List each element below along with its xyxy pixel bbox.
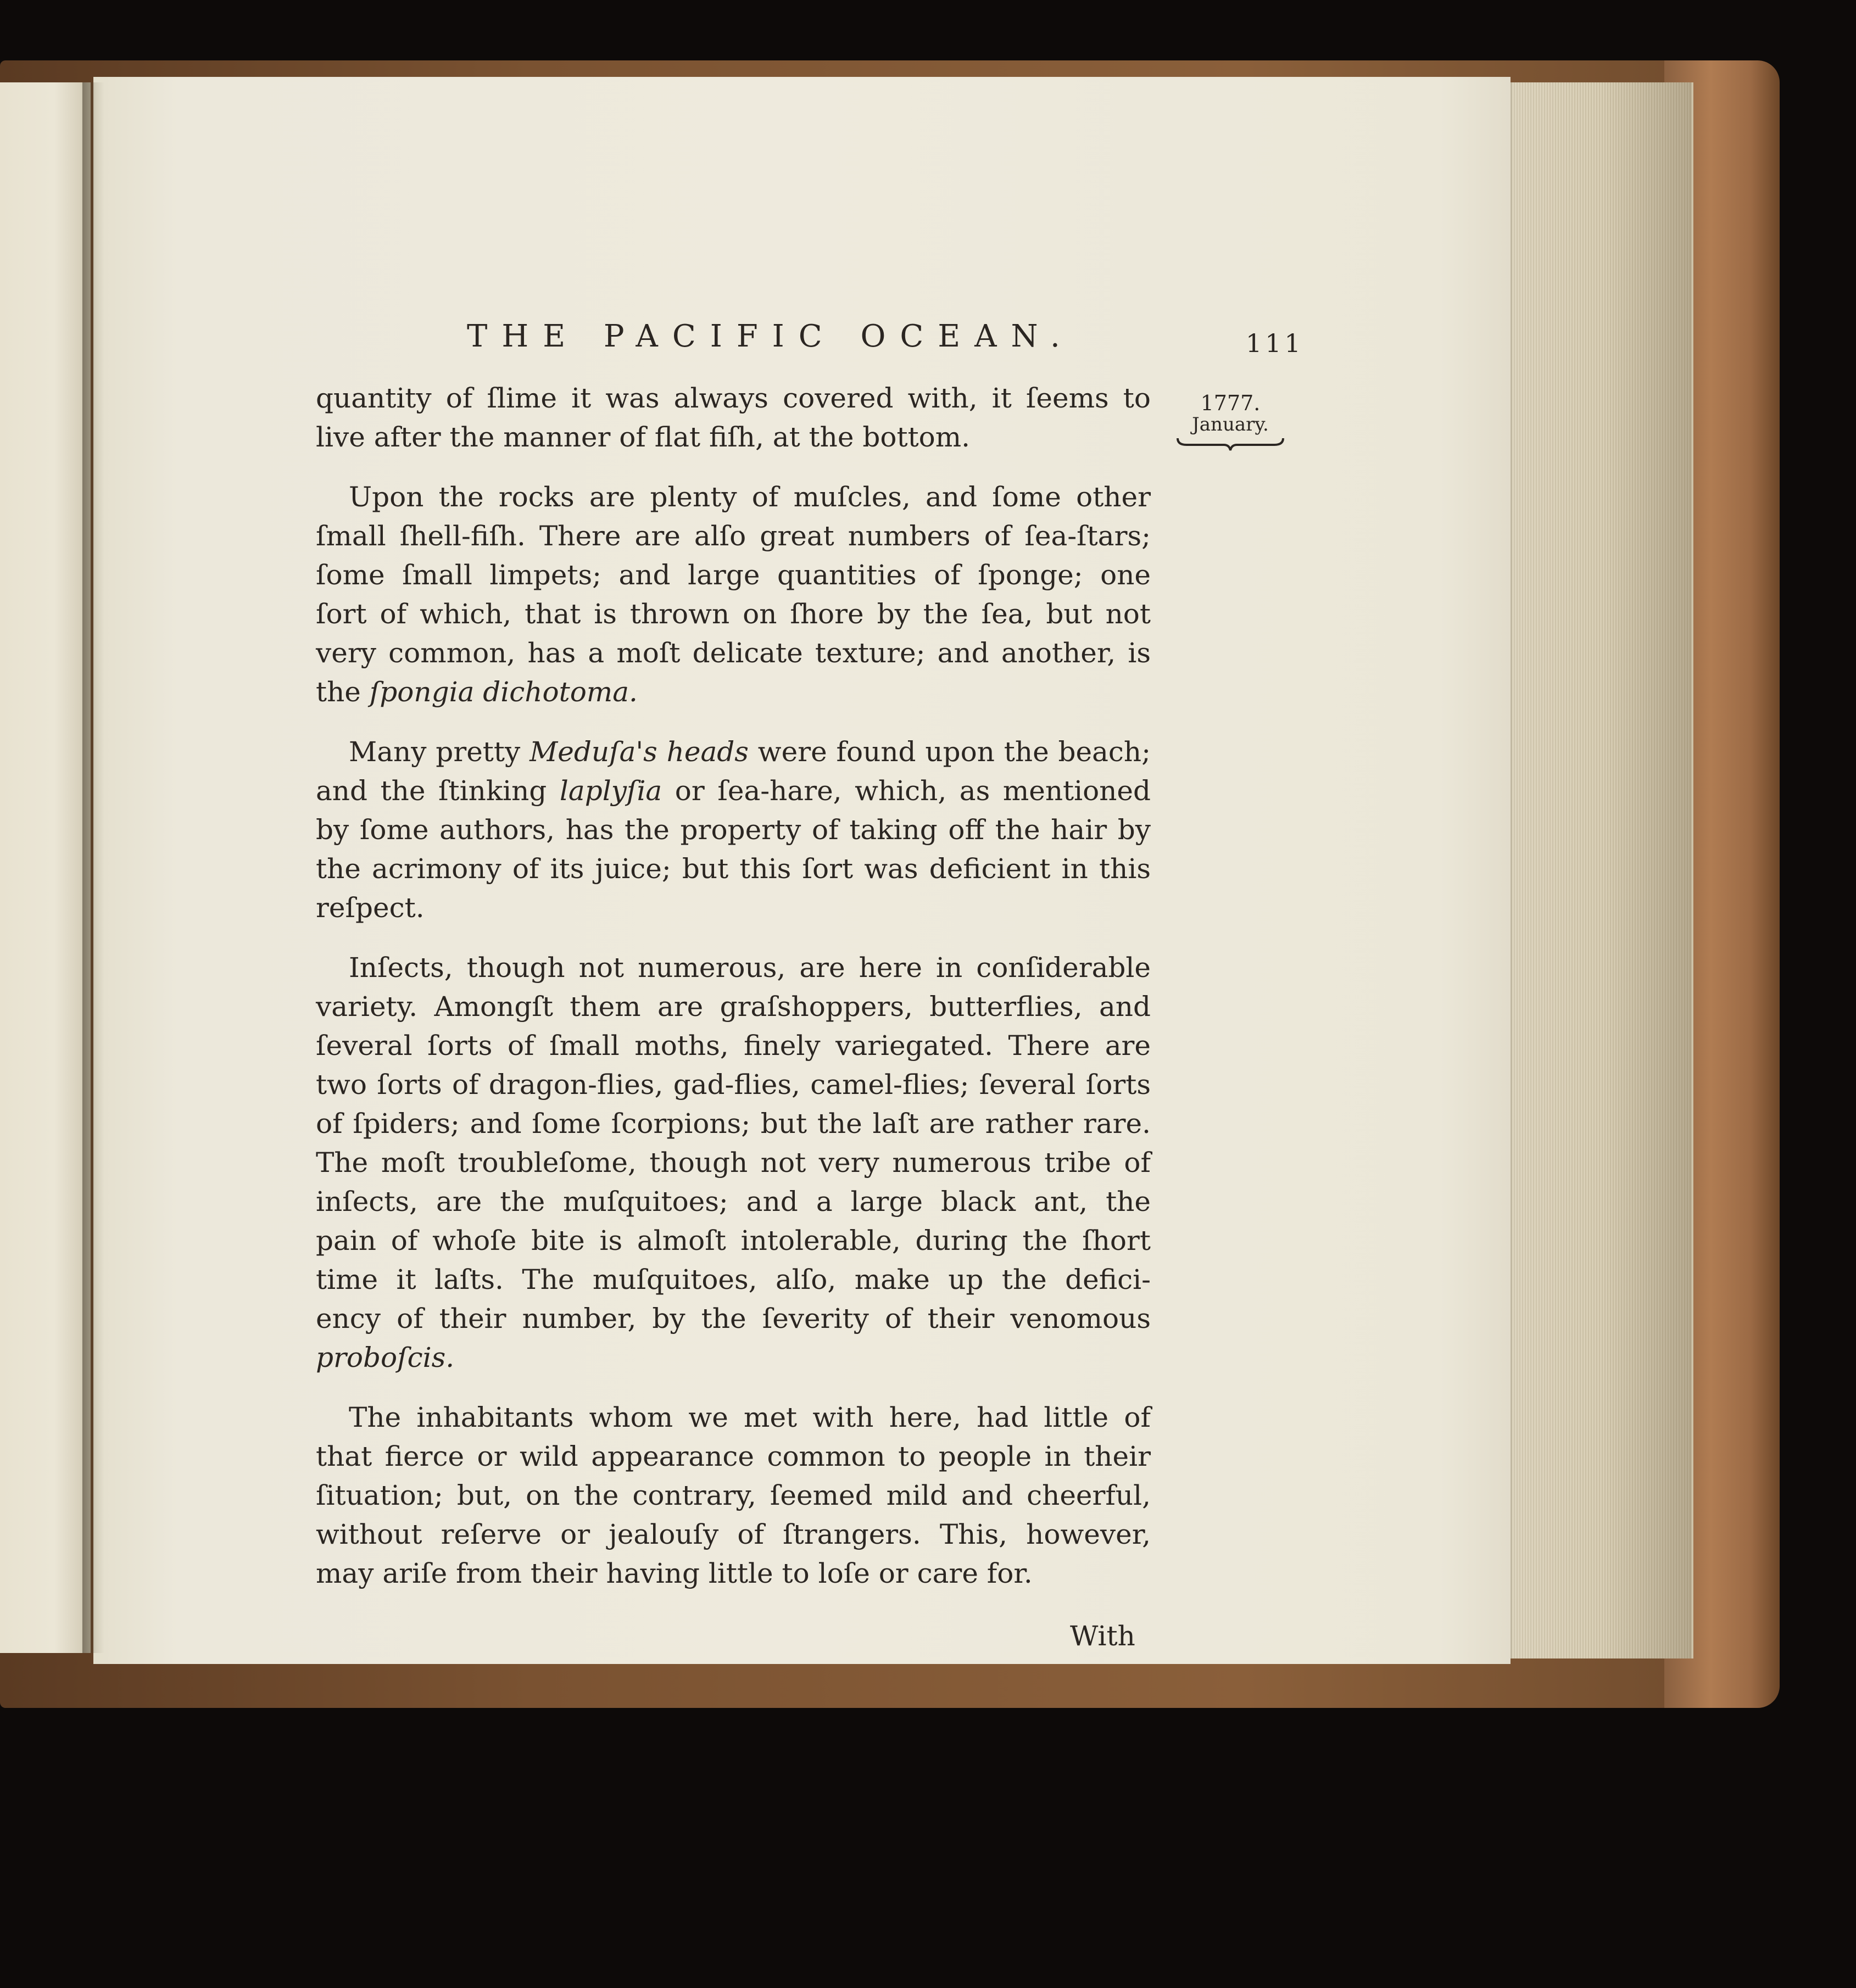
text-line: variety. Amongſt them are graſshoppers, butterflies, and [316, 991, 1151, 1023]
text-line: time it laſts. The muſquitoes, alſo, make up the defici- [316, 1264, 1151, 1295]
italic-term: laplyſia [559, 775, 662, 807]
text-line: of ſpiders; and ſome ſcorpions; but the laſt are rather rare. [316, 1108, 1151, 1140]
body-text [316, 379, 1151, 1614]
text-line: by ſome authors, has the property of taking off the hair by [316, 814, 1151, 846]
text-line: that fierce or wild appearance common to people in their [316, 1440, 1151, 1472]
text-line: ſort of which, that is thrown on ſhore by the ſea, but not [316, 598, 1151, 630]
text-line: very common, has a moſt delicate texture; and another, is [316, 637, 1151, 669]
paragraph-5 [316, 1398, 1151, 1593]
paragraph-2 [316, 478, 1151, 712]
paragraph-3 [316, 733, 1151, 928]
text-line: quantity of ſlime it was always covered with, it ſeems to [316, 382, 1151, 414]
text-line [316, 673, 1151, 712]
text-line: Inſects, though not numerous, are here in conſiderable [349, 952, 1151, 984]
margin-note [1175, 392, 1285, 451]
text-fragment: were found upon the beach; [748, 736, 1151, 768]
text-fragment: and the ſtinking [316, 775, 560, 807]
paragraph-4 [316, 948, 1151, 1377]
text-line: inſects, are the muſquitoes; and a large black ant, the [316, 1186, 1151, 1218]
paragraph-1 [316, 379, 1151, 457]
text-line [316, 772, 1151, 811]
text-line: pain of whoſe bite is almoſt intolerable, during the ſhort [316, 1225, 1151, 1257]
verso-page-edge [0, 82, 91, 1653]
page-number: 111 [1246, 328, 1304, 358]
catchword: With [1070, 1620, 1135, 1652]
text-line: without reſerve or jealouſy of ſtrangers. This, however, [316, 1518, 1151, 1550]
text-fragment: the [316, 676, 370, 708]
text-fragment: Many pretty [349, 736, 530, 768]
text-line [316, 1338, 1151, 1377]
italic-term: Meduſa's heads [530, 736, 749, 768]
text-line: The inhabitants whom we met with here, had little of [349, 1401, 1151, 1433]
text-line: the acrimony of its juice; but this ſort was deficient in this [316, 853, 1151, 885]
text-fragment: or ſea-hare, which, as mentioned [662, 775, 1151, 807]
text-line: reſpect. [316, 892, 425, 924]
margin-note-month: January. [1192, 414, 1269, 435]
margin-note-year: 1777. [1200, 391, 1261, 415]
text-line: ſituation; but, on the contrary, ſeemed mild and cheerful, [316, 1479, 1151, 1511]
text-line: live after the manner of flat fiſh, at the bottom. [316, 421, 971, 453]
text-line: Upon the rocks are plenty of muſcles, and ſome other [349, 481, 1151, 513]
running-head: THE PACIFIC OCEAN. [467, 319, 1074, 354]
italic-term: proboſcis. [316, 1342, 455, 1373]
text-line: ſeveral ſorts of ſmall moths, finely variegated. There are [316, 1030, 1151, 1062]
text-line: ency of their number, by the ſeverity of their venomous [316, 1303, 1151, 1334]
text-line: two ſorts of dragon-flies, gad-flies, camel-flies; ſeveral ſorts [316, 1069, 1151, 1101]
text-line: ſome ſmall limpets; and large quantities of ſponge; one [316, 559, 1151, 591]
text-line: The moſt troubleſome, though not very numerous tribe of [316, 1147, 1151, 1179]
text-line [316, 733, 1151, 772]
fore-edge-shading [1511, 82, 1692, 1658]
italic-term: ſpongia dichotoma. [369, 676, 638, 708]
gutter-shadow [82, 82, 104, 1653]
text-line: ſmall ſhell-fiſh. There are alſo great numbers of ſea-ſtars; [316, 520, 1151, 552]
text-line: may ariſe from their having little to loſe or care for. [316, 1557, 1033, 1589]
brace-icon [1175, 437, 1285, 451]
